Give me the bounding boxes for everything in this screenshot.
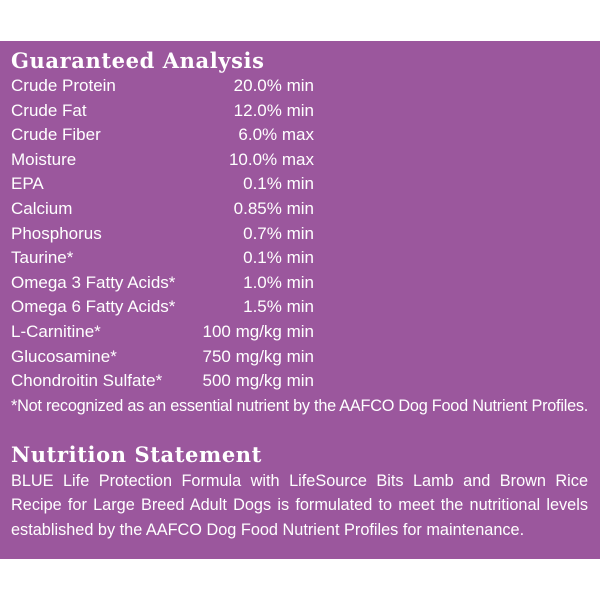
analysis-row [11, 369, 600, 394]
analysis-row [11, 345, 600, 370]
nutrient-name: Crude Fiber [11, 125, 101, 145]
nutrient-value: 20.0% min [233, 76, 314, 95]
guaranteed-analysis-heading: Guaranteed Analysis [11, 48, 265, 73]
analysis-row [11, 320, 600, 345]
analysis-row [11, 172, 600, 197]
nutrient-value: 6.0% max [238, 125, 314, 145]
nutrient-value: 10.0% max [228, 149, 314, 169]
nutrient-value: 0.85% min [233, 198, 314, 218]
analysis-row [11, 74, 600, 99]
analysis-table [11, 74, 600, 394]
nutrient-name: Omega 3 Fatty Acids* [11, 272, 176, 292]
analysis-row [11, 246, 600, 271]
nutrient-value: 0.1% min [243, 248, 314, 268]
analysis-row [11, 148, 600, 173]
analysis-row [11, 197, 600, 222]
nutrient-name: Taurine* [11, 248, 74, 268]
nutrient-name: Calcium [11, 198, 73, 218]
nutrition-statement-text: BLUE Life Protection Formula with LifeSource Bits Lamb and Brown Rice Recipe for Large Breed Adult Dogs is formulated to meet the nutritional levels established by the AAFCO Dog Food Nutrient Profiles for maintenance. [11, 471, 588, 539]
nutrient-name: Moisture [11, 149, 77, 169]
nutrient-value: 500 mg/kg min [202, 371, 314, 391]
nutrient-name: L-Carnitine* [11, 321, 101, 341]
nutrient-name: Chondroitin Sulfate* [11, 371, 163, 391]
nutrient-value: 0.1% min [243, 174, 314, 194]
nutrient-value: 100 mg/kg min [202, 321, 314, 341]
nutrient-value: 1.5% min [243, 297, 314, 317]
nutrient-value: 750 mg/kg min [202, 346, 314, 366]
nutrient-value: 1.0% min [243, 272, 314, 292]
nutrient-value: 0.7% min [243, 223, 314, 243]
aafco-footnote: *Not recognized as an essential nutrient by the AAFCO Dog Food Nutrient Profiles. [11, 396, 589, 415]
nutrition-panel [0, 41, 600, 559]
analysis-row [11, 222, 600, 247]
analysis-row [11, 295, 600, 320]
nutrition-statement-heading: Nutrition Statement [11, 441, 262, 467]
nutrient-name: Crude Protein [11, 76, 116, 95]
nutrient-name: Crude Fat [11, 100, 87, 120]
analysis-row [11, 123, 600, 148]
analysis-row [11, 271, 600, 296]
nutrient-name: Phosphorus [11, 223, 102, 243]
nutrient-name: Glucosamine* [11, 346, 117, 366]
analysis-row [11, 99, 600, 124]
nutrient-name: Omega 6 Fatty Acids* [11, 297, 176, 317]
nutrient-value: 12.0% min [233, 100, 314, 120]
nutrient-name: EPA [11, 174, 44, 194]
